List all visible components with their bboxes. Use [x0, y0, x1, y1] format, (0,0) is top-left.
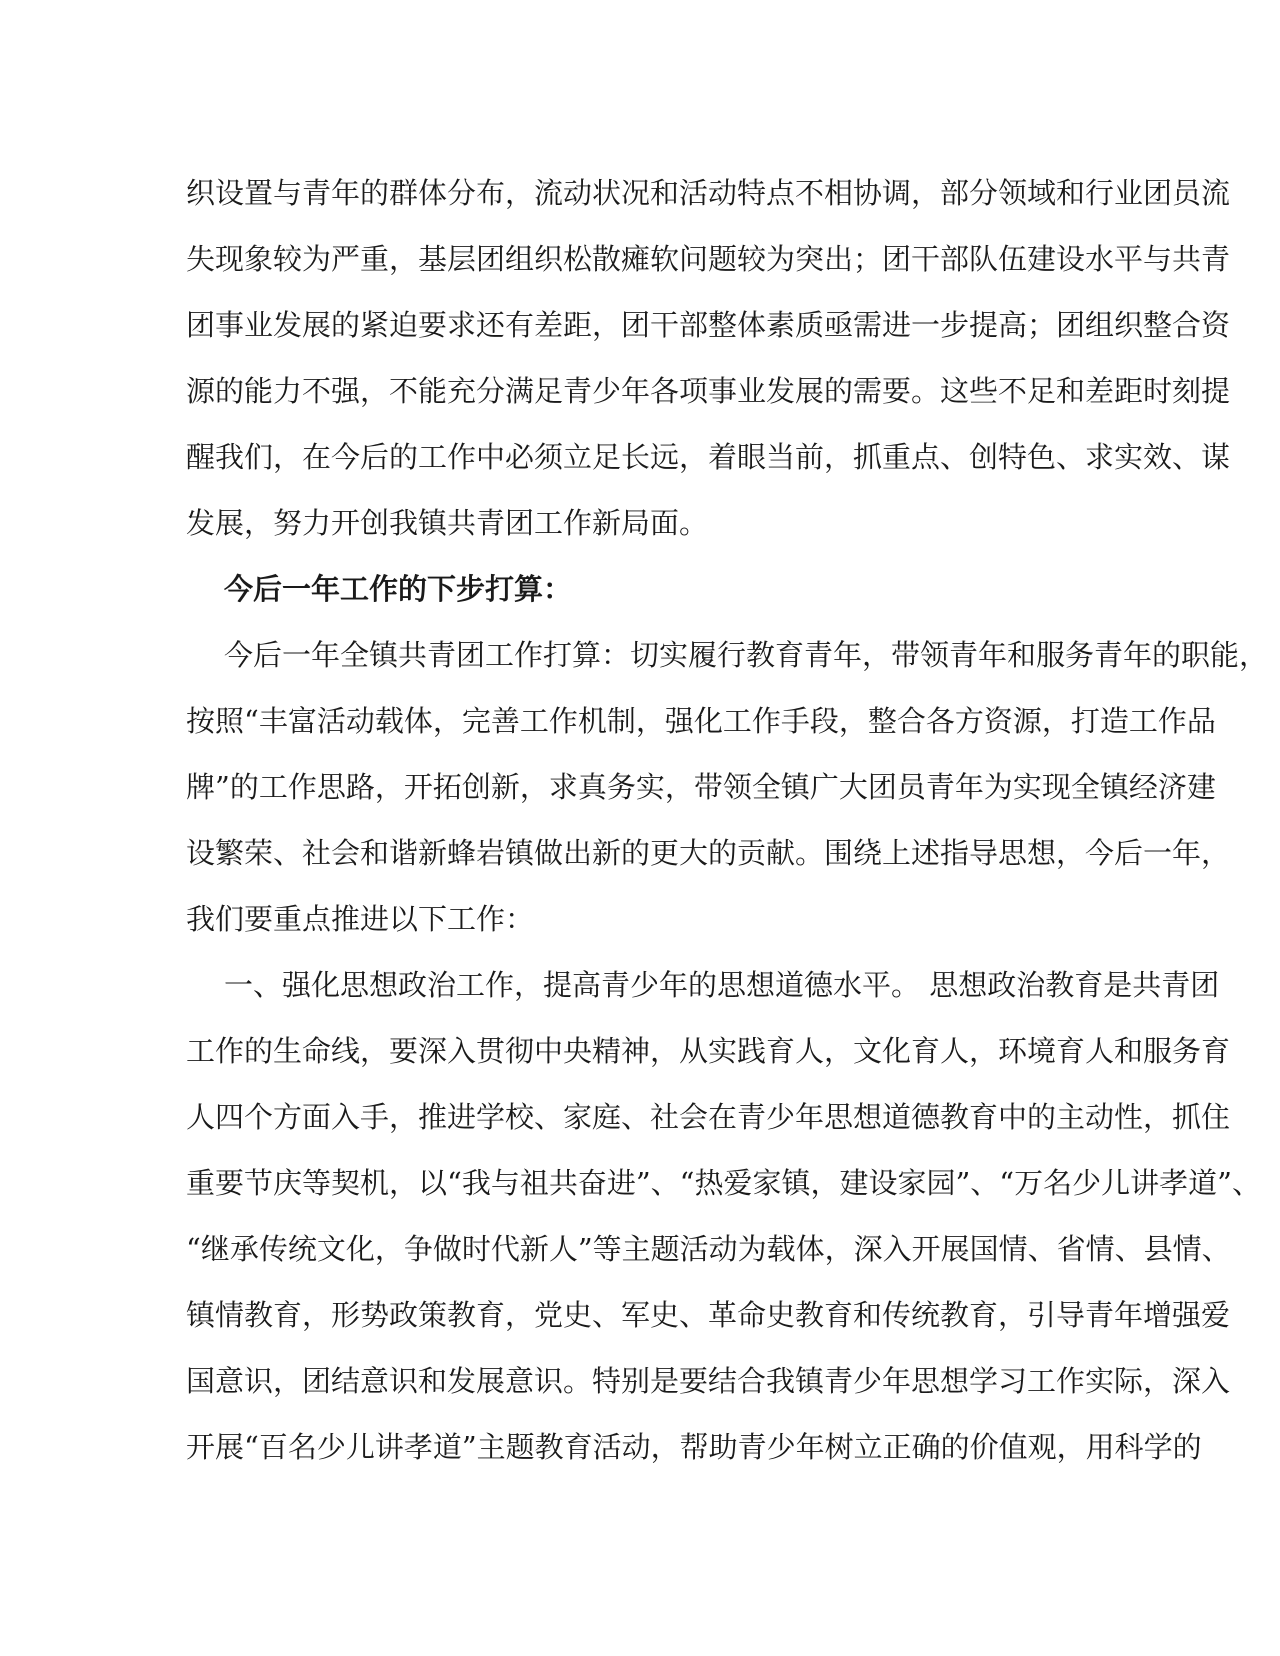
text-line: 人四个方面入手，推进学校、家庭、社会在青少年思想道德教育中的主动性，抓住 [186, 1100, 1231, 1134]
text-line: “继承传统文化，争做时代新人”等主题活动为载体，深入开展国情、省情、县情、 [186, 1232, 1231, 1266]
text-line: 工作的生命线，要深入贯彻中央精神，从实践育人，文化育人，环境育人和服务育 [186, 1034, 1231, 1068]
text-line: 设繁荣、社会和谐新蜂岩镇做出新的更大的贡献。围绕上述指导思想，今后一年， [186, 836, 1231, 870]
text-line: 按照“丰富活动载体，完善工作机制，强化工作手段，整合各方资源，打造工作品 [186, 704, 1216, 738]
text-line: 发展，努力开创我镇共青团工作新局面。 [186, 506, 709, 540]
text-line: 重要节庆等契机，以“我与祖共奋进”、“热爱家镇，建设家园”、“万名少儿讲孝道”、 [186, 1166, 1261, 1200]
document-body [186, 160, 1269, 1480]
paragraph-1 [186, 160, 1231, 556]
text-line: 源的能力不强，不能充分满足青少年各项事业发展的需要。这些不足和差距时刻提 [186, 374, 1231, 408]
text-line: 今后一年全镇共青团工作打算：切实履行教育青年，带领青年和服务青年的职能， [224, 638, 1269, 672]
paragraph-2 [186, 622, 1269, 952]
text-line: 开展“百名少儿讲孝道”主题教育活动，帮助青少年树立正确的价值观，用科学的 [186, 1430, 1202, 1464]
text-line: 醒我们，在今后的工作中必须立足长远，着眼当前，抓重点、创特色、求实效、谋 [186, 440, 1231, 474]
text-line: 织设置与青年的群体分布，流动状况和活动特点不相协调，部分领域和行业团员流 [186, 176, 1231, 210]
text-line: 国意识，团结意识和发展意识。特别是要结合我镇青少年思想学习工作实际，深入 [186, 1364, 1231, 1398]
text-line: 镇情教育，形势政策教育，党史、军史、革命史教育和传统教育，引导青年增强爱 [186, 1298, 1231, 1332]
text-line: 牌”的工作思路，开拓创新，求真务实，带领全镇广大团员青年为实现全镇经济建 [186, 770, 1216, 804]
text-line: 一、强化思想政治工作，提高青少年的思想道德水平。 思想政治教育是共青团 [224, 968, 1220, 1002]
text-line: 我们要重点推进以下工作： [186, 902, 535, 936]
text-line: 团事业发展的紧迫要求还有差距，团干部整体素质亟需进一步提高；团组织整合资 [186, 308, 1231, 342]
paragraph-3 [186, 952, 1261, 1480]
section-heading: 今后一年工作的下步打算： [224, 572, 573, 606]
text-line: 失现象较为严重，基层团组织松散瘫软问题较为突出；团干部队伍建设水平与共青 [186, 242, 1231, 276]
